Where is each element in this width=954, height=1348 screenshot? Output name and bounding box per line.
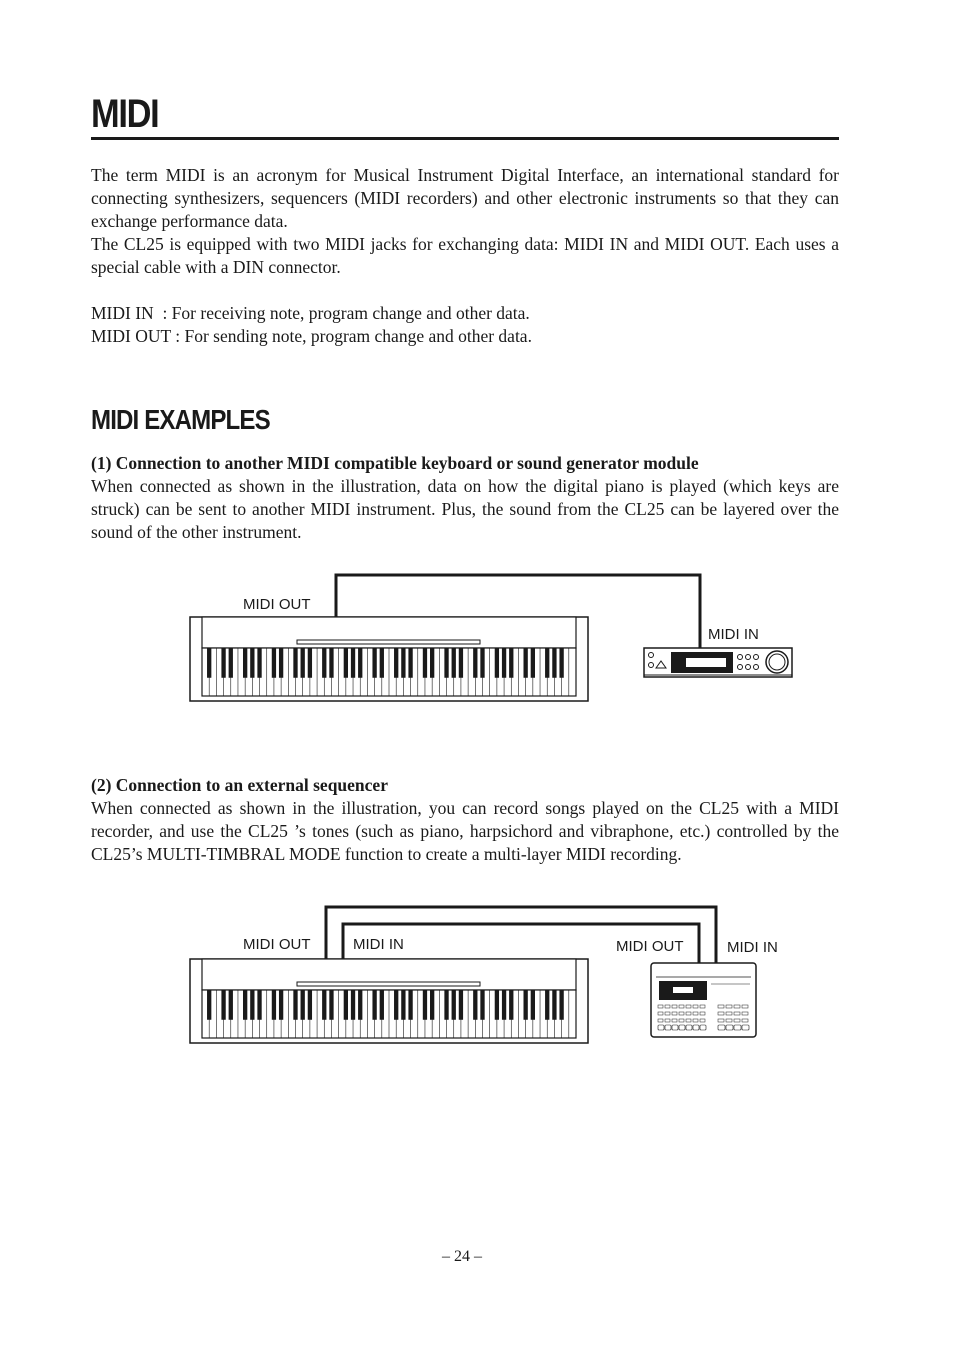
black-key xyxy=(308,990,312,1020)
sequencer-small-button xyxy=(734,1019,740,1022)
black-key xyxy=(257,990,261,1020)
black-key xyxy=(250,990,254,1020)
midi-out-definition: MIDI OUT : For sending note, program change and other data. xyxy=(91,326,532,346)
sequencer-transport-button xyxy=(742,1025,749,1030)
keyboard-keys-1 xyxy=(207,648,569,696)
sequencer-small-button xyxy=(686,1019,691,1022)
sequencer-small-button xyxy=(718,1019,724,1022)
digital-piano-2 xyxy=(190,959,588,1043)
black-key xyxy=(408,648,412,678)
black-key xyxy=(351,648,355,678)
black-key xyxy=(329,648,333,678)
black-key xyxy=(552,990,556,1020)
sequencer-small-button xyxy=(742,1005,748,1008)
black-key xyxy=(250,648,254,678)
black-key xyxy=(272,648,276,678)
black-key xyxy=(502,990,506,1020)
black-key xyxy=(329,990,333,1020)
black-key xyxy=(502,648,506,678)
black-key xyxy=(308,648,312,678)
black-key xyxy=(545,648,549,678)
sequencer-small-button xyxy=(679,1012,684,1015)
black-key xyxy=(545,990,549,1020)
black-key xyxy=(358,990,362,1020)
digital-piano-1 xyxy=(190,617,588,701)
diagram-1-piano-midi-out-label: MIDI OUT xyxy=(243,596,311,613)
black-key xyxy=(473,990,477,1020)
black-key xyxy=(358,648,362,678)
sequencer-small-button xyxy=(665,1005,670,1008)
black-key xyxy=(372,648,376,678)
black-key xyxy=(423,648,427,678)
black-key xyxy=(272,990,276,1020)
black-key xyxy=(452,648,456,678)
black-key xyxy=(344,648,348,678)
example-1-text: When connected as shown in the illustration, data on how the digital piano is played (which keys are struck) can be sent to another MIDI instrument. Plus, the sound from the CL25 can be layered over the sound of the other instrument. xyxy=(91,476,839,542)
sequencer-small-button xyxy=(693,1005,698,1008)
sound-generator-module xyxy=(644,648,792,677)
sequencer-transport-button xyxy=(693,1025,699,1030)
black-key xyxy=(401,648,405,678)
black-key xyxy=(509,990,513,1020)
black-key xyxy=(301,648,305,678)
diagram-1-module-midi-in-label: MIDI IN xyxy=(708,626,759,643)
diagram-2-sequencer-midi-in-label: MIDI IN xyxy=(727,939,778,956)
diagram-1 xyxy=(190,575,792,701)
sequencer-transport-button xyxy=(665,1025,671,1030)
black-key xyxy=(257,648,261,678)
sequencer-small-button xyxy=(693,1019,698,1022)
midi-in-definition: MIDI IN : For receiving note, program change and other data. xyxy=(91,303,530,323)
black-key xyxy=(473,648,477,678)
sequencer-small-button xyxy=(672,1012,677,1015)
page-number: – 24 – xyxy=(442,1248,482,1265)
spacer xyxy=(91,279,839,302)
sequencer-small-button xyxy=(726,1019,732,1022)
sequencer-small-button xyxy=(672,1005,677,1008)
black-key xyxy=(279,648,283,678)
black-key xyxy=(301,990,305,1020)
sequencer-small-button xyxy=(679,1005,684,1008)
example-2-heading: (2) Connection to an external sequencer xyxy=(91,775,388,795)
sequencer-small-button xyxy=(742,1012,748,1015)
sequencer-small-button xyxy=(679,1019,684,1022)
diagram-2-piano-midi-in-label: MIDI IN xyxy=(353,936,404,953)
sequencer-transport-button xyxy=(679,1025,685,1030)
black-key xyxy=(552,648,556,678)
black-key xyxy=(480,648,484,678)
title-rule xyxy=(91,137,839,140)
black-key xyxy=(293,648,297,678)
black-key xyxy=(372,990,376,1020)
black-key xyxy=(293,990,297,1020)
midi-cable-inner xyxy=(343,924,699,963)
sequencer-small-button xyxy=(686,1012,691,1015)
sequencer-small-button xyxy=(726,1005,732,1008)
black-key xyxy=(380,648,384,678)
diagram-2-sequencer-midi-out-label: MIDI OUT xyxy=(616,938,684,955)
black-key xyxy=(394,990,398,1020)
black-key xyxy=(394,648,398,678)
black-key xyxy=(207,990,211,1020)
sequencer-transport-button xyxy=(658,1025,664,1030)
black-key xyxy=(322,990,326,1020)
sequencer-small-button xyxy=(665,1012,670,1015)
black-key xyxy=(459,990,463,1020)
keyboard-keys-2 xyxy=(207,990,569,1038)
intro-paragraph-1: The term MIDI is an acronym for Musical Instrument Digital Interface, an international standard for connecting synthesizers, sequencers (MIDI recorders) and other electronic instruments so that they can exchange performance data. xyxy=(91,165,839,231)
black-key xyxy=(452,990,456,1020)
black-key xyxy=(459,648,463,678)
sequencer-transport-button xyxy=(726,1025,733,1030)
black-key xyxy=(495,648,499,678)
sequencer-small-button xyxy=(718,1012,724,1015)
sequencer-buttons xyxy=(658,1005,749,1030)
sequencer-transport-button xyxy=(686,1025,692,1030)
black-key xyxy=(531,990,535,1020)
black-key xyxy=(351,990,355,1020)
sequencer-small-button xyxy=(734,1012,740,1015)
black-key xyxy=(221,648,225,678)
external-sequencer xyxy=(651,963,756,1037)
black-key xyxy=(559,648,563,678)
black-key xyxy=(229,648,233,678)
sequencer-small-button xyxy=(700,1005,705,1008)
midi-cable-outer xyxy=(326,907,716,963)
example-1-section xyxy=(91,452,839,544)
black-key xyxy=(229,990,233,1020)
midi-cable-1 xyxy=(336,575,700,648)
sequencer-small-button xyxy=(686,1005,691,1008)
sequencer-small-button xyxy=(700,1019,705,1022)
section-title: MIDI EXAMPLES xyxy=(91,404,270,435)
sequencer-small-button xyxy=(665,1019,670,1022)
black-key xyxy=(444,648,448,678)
diagram-2 xyxy=(190,907,778,1043)
black-key xyxy=(509,648,513,678)
example-2-section xyxy=(91,774,839,866)
sequencer-transport-button xyxy=(734,1025,741,1030)
black-key xyxy=(243,990,247,1020)
sequencer-small-button xyxy=(658,1005,663,1008)
black-key xyxy=(401,990,405,1020)
sequencer-small-button xyxy=(726,1012,732,1015)
black-key xyxy=(430,990,434,1020)
sequencer-small-button xyxy=(700,1012,705,1015)
black-key xyxy=(322,648,326,678)
sequencer-small-button xyxy=(658,1019,663,1022)
example-2-text: When connected as shown in the illustration, you can record songs played on the CL25 with a MIDI recorder, and use the CL25 ’s tones (such as piano, harpsichord and vibraphone, etc.) controlled by the CL25’s MULTI-TIMBRAL MODE function to create a multi-layer MIDI recording. xyxy=(91,798,839,864)
black-key xyxy=(495,990,499,1020)
sequencer-small-button xyxy=(658,1012,663,1015)
black-key xyxy=(344,990,348,1020)
intro-paragraph-2: The CL25 is equipped with two MIDI jacks for exchanging data: MIDI IN and MIDI OUT. Each uses a special cable with a DIN connector. xyxy=(91,234,839,277)
sequencer-transport-button xyxy=(700,1025,706,1030)
sequencer-small-button xyxy=(742,1019,748,1022)
black-key xyxy=(531,648,535,678)
black-key xyxy=(480,990,484,1020)
black-key xyxy=(380,990,384,1020)
black-key xyxy=(523,990,527,1020)
black-key xyxy=(408,990,412,1020)
sequencer-small-button xyxy=(718,1005,724,1008)
black-key xyxy=(279,990,283,1020)
sequencer-small-button xyxy=(734,1005,740,1008)
black-key xyxy=(523,648,527,678)
black-key xyxy=(243,648,247,678)
sequencer-transport-button xyxy=(718,1025,725,1030)
example-1-heading: (1) Connection to another MIDI compatible keyboard or sound generator module xyxy=(91,453,699,473)
black-key xyxy=(207,648,211,678)
diagram-2-piano-midi-out-label: MIDI OUT xyxy=(243,936,311,953)
sequencer-small-button xyxy=(672,1019,677,1022)
intro-section xyxy=(91,164,839,348)
sequencer-small-button xyxy=(693,1012,698,1015)
black-key xyxy=(221,990,225,1020)
black-key xyxy=(423,990,427,1020)
page-title: MIDI xyxy=(91,92,159,136)
black-key xyxy=(444,990,448,1020)
sequencer-transport-button xyxy=(672,1025,678,1030)
black-key xyxy=(430,648,434,678)
black-key xyxy=(559,990,563,1020)
